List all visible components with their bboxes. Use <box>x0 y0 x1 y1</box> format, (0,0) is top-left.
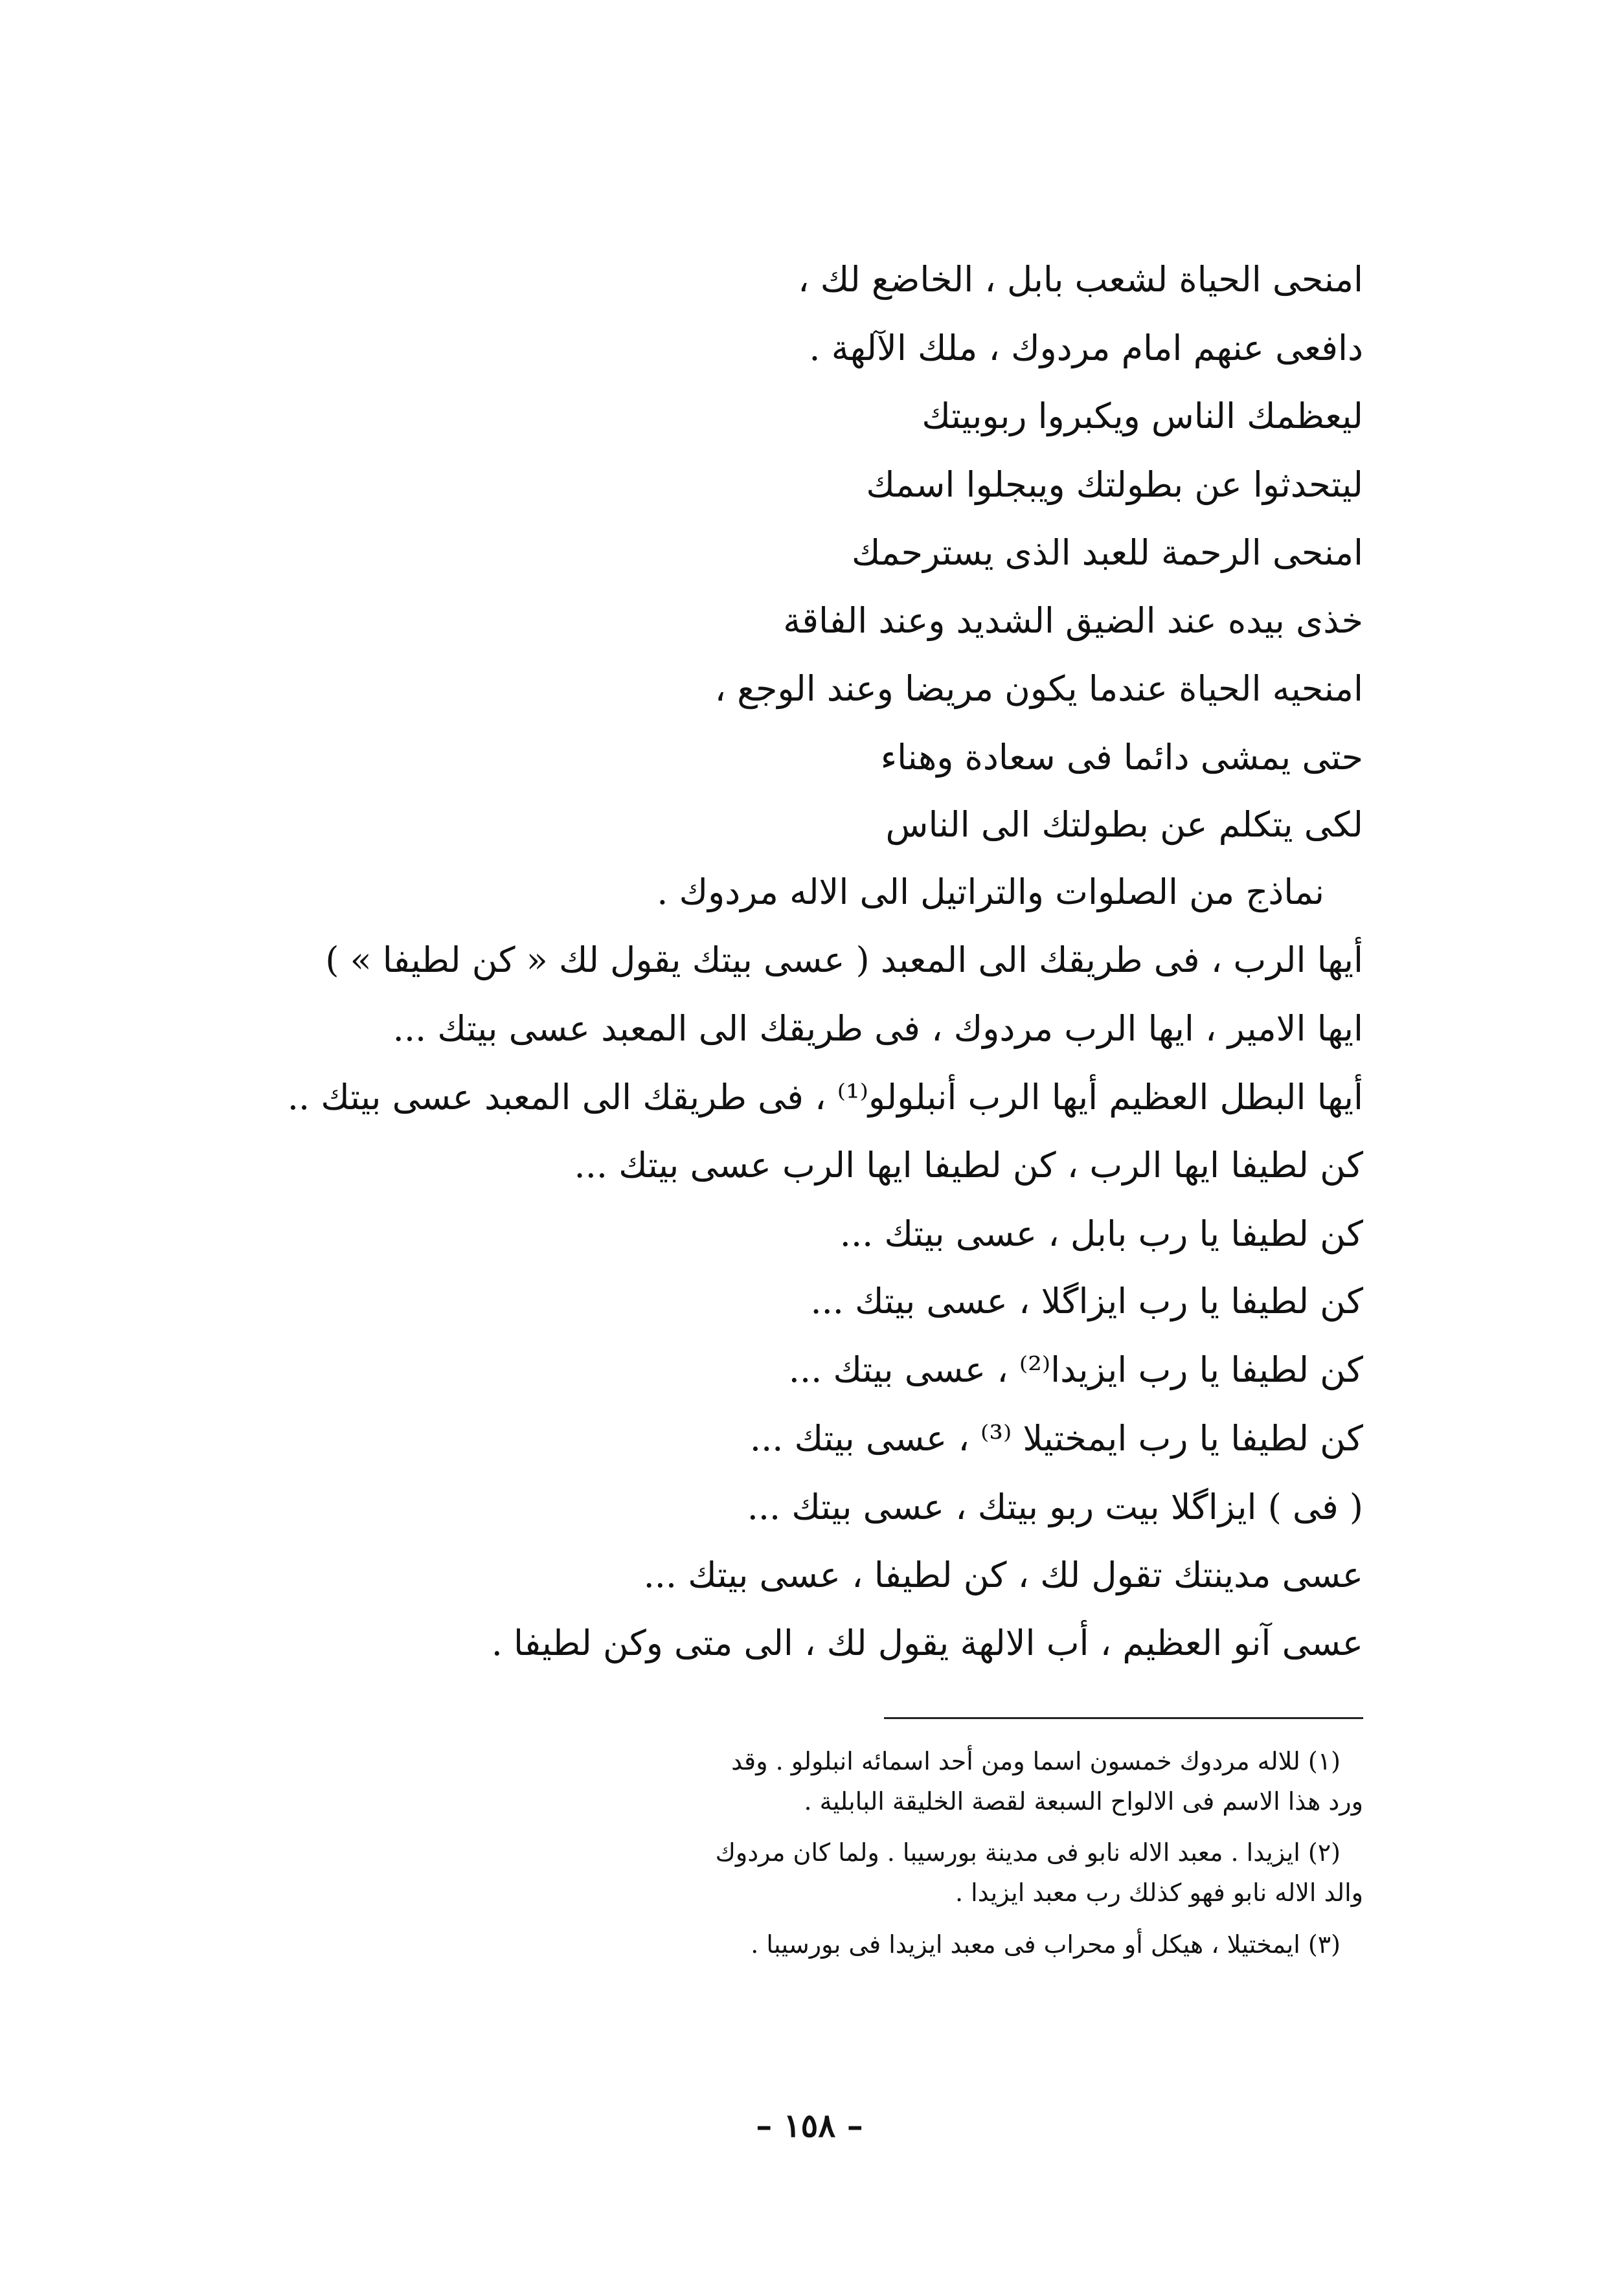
footnote-separator <box>884 1717 1363 1719</box>
page-number: – ١٥٨ – <box>756 2106 863 2144</box>
verse-line-20: عسى مدينتك تقول لك ، كن لطيفا ، عسى بيتك ... <box>643 1555 1363 1595</box>
verse-line-17: كن لطيفا يا رب ايزيدا⁽²⁾ ، عسى بيتك ... <box>788 1349 1363 1390</box>
verse-line-16: كن لطيفا يا رب ايزاگلا ، عسى بيتك ... <box>810 1281 1363 1322</box>
verse-line-11: أيها الرب ، فى طريقك الى المعبد ( عسى بيتك يقول لك « كن لطيفا » ) <box>325 940 1363 980</box>
section-heading: نماذج من الصلوات والتراتيل الى الاله مردوك . <box>657 872 1324 912</box>
footnote-2: (٢) ايزيدا . معبد الاله نابو فى مدينة بورسيبا . ولما كان مردوك <box>715 1838 1341 1867</box>
verse-line-8: حتى يمشى دائما فى سعادة وهناء <box>880 737 1363 778</box>
verse-line-15: كن لطيفا يا رب بابل ، عسى بيتك ... <box>839 1213 1363 1254</box>
verse-line-19: ( فى ) ايزاگلا بيت ربو بيتك ، عسى بيتك ... <box>747 1487 1363 1527</box>
verse-line-5: امنحى الرحمة للعبد الذى يسترحمك <box>851 532 1363 573</box>
verse-line-4: ليتحدثوا عن بطولتك ويبجلوا اسمك <box>866 464 1363 505</box>
verse-line-18: كن لطيفا يا رب ايمختيلا ⁽³⁾ ، عسى بيتك ... <box>749 1418 1363 1459</box>
verse-line-6: خذى بيده عند الضيق الشديد وعند الفاقة <box>783 600 1363 641</box>
footnote-2-continued: والد الاله نابو فهو كذلك رب معبد ايزيدا . <box>955 1878 1363 1907</box>
verse-line-1: امنحى الحياة لشعب بابل ، الخاضع لك ، <box>798 259 1363 300</box>
verse-line-7: امنحيه الحياة عندما يكون مريضا وعند الوجع ، <box>714 668 1363 709</box>
footnote-3: (٣) ايمختيلا ، هيكل أو محراب فى معبد ايزيدا فى بورسيبا . <box>751 1930 1341 1959</box>
verse-line-3: ليعظمك الناس ويكبروا ربوبيتك <box>922 396 1363 436</box>
verse-line-9: لكى يتكلم عن بطولتك الى الناس <box>885 804 1363 845</box>
footnote-1: (١) للاله مردوك خمسون اسما ومن أحد اسمائه انبلولو . وقد <box>731 1747 1341 1775</box>
verse-line-12: ايها الامير ، ايها الرب مردوك ، فى طريقك الى المعبد عسى بيتك ... <box>392 1008 1363 1049</box>
verse-line-2: دافعى عنهم امام مردوك ، ملك الآلهة . <box>809 328 1363 368</box>
verse-line-21: عسى آنو العظيم ، أب الالهة يقول لك ، الى متى وكن لطيفا . <box>491 1623 1363 1663</box>
verse-line-14: كن لطيفا ايها الرب ، كن لطيفا ايها الرب عسى بيتك ... <box>574 1145 1363 1186</box>
verse-line-13: أيها البطل العظيم أيها الرب أنبلولو⁽¹⁾ ، فى طريقك الى المعبد عسى بيتك .. <box>287 1077 1363 1118</box>
footnote-1-continued: ورد هذا الاسم فى الالواح السبعة لقصة الخليقة البابلية . <box>804 1787 1363 1816</box>
